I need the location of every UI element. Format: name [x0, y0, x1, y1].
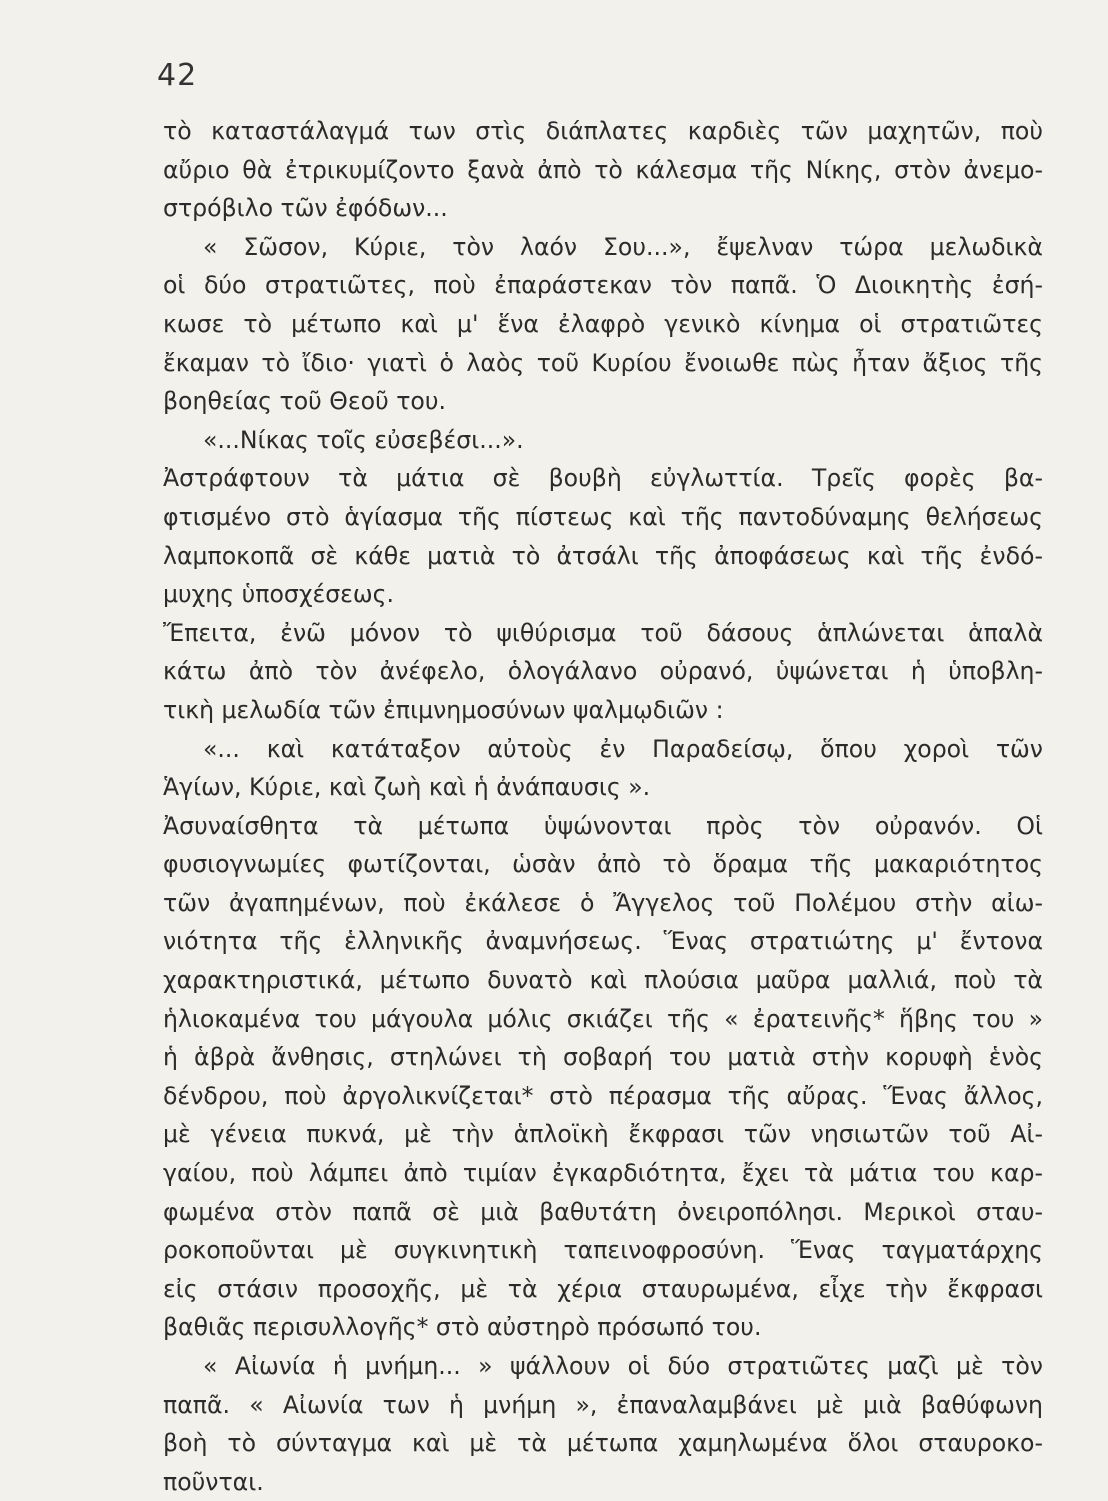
text-line: βαθιᾶς περισυλλογῆς* στὸ αὐστηρὸ πρόσωπό του. [163, 1313, 762, 1342]
text-line: νιότητα τῆς ἑλληνικῆς ἀναμνήσεως. Ἕνας στρατιώτης μ' ἔντονα [163, 927, 1043, 956]
body-text [163, 112, 1043, 1501]
text-line: ἡλιοκαμένα του μάγουλα μόλις σκιάζει τῆς « ἐρατεινῆς* ἥβης του » [163, 1004, 1043, 1033]
text-line: ροκοποῦνται μὲ συγκινητικὴ ταπεινοφροσύνη. Ἕνας ταγματάρχης [163, 1236, 1043, 1265]
text-line: μὲ γένεια πυκνά, μὲ τὴν ἁπλοϊκὴ ἔκφρασι τῶν νησιωτῶν τοῦ Αἰ- [163, 1120, 1043, 1149]
text-line: λαμποκοπᾶ σὲ κάθε ματιὰ τὸ ἀτσάλι τῆς ἀποφάσεως καὶ τῆς ἐνδό- [163, 541, 1043, 570]
text-line: στρόβιλο τῶν ἐφόδων... [163, 194, 448, 223]
text-line: τῶν ἀγαπημένων, ποὺ ἐκάλεσε ὁ Ἄγγελος τοῦ Πολέμου στὴν αἰω- [163, 888, 1043, 917]
text-line: κάτω ἀπὸ τὸν ἀνέφελο, ὁλογάλανο οὐρανό, ὑψώνεται ἡ ὑποβλη- [163, 657, 1043, 686]
text-line: «... καὶ κατάταξον αὐτοὺς ἐν Παραδείσῳ, ὅπου χοροὶ τῶν [203, 734, 1043, 763]
text-line: τικὴ μελωδία τῶν ἐπιμνημοσύνων ψαλμῳδιῶν : [163, 695, 724, 724]
text-line: Ἔπειτα, ἐνῶ μόνον τὸ ψιθύρισμα τοῦ δάσους ἁπλώνεται ἁπαλὰ [163, 618, 1043, 647]
page-number: 42 [157, 58, 198, 93]
text-line: χαρακτηριστικά, μέτωπο δυνατὸ καὶ πλούσια μαῦρα μαλλιά, ποὺ τὰ [163, 966, 1043, 995]
text-line: φτισμένο στὸ ἁγίασμα τῆς πίστεως καὶ τῆς παντοδύναμης θελήσεως [163, 502, 1043, 531]
text-line: φωμένα στὸν παπᾶ σὲ μιὰ βαθυτάτη ὀνειροπόλησι. Μερικοὶ σταυ- [163, 1197, 1043, 1226]
text-line: τὸ καταστάλαγμά των στὶς διάπλατες καρδιὲς τῶν μαχητῶν, ποὺ [163, 117, 1043, 145]
text-line: « Σῶσον, Κύριε, τὸν λαόν Σου...», ἔψελναν τώρα μελωδικὰ [203, 232, 1043, 261]
text-line: «...Νίκας τοῖς εὐσεβέσι...». [203, 425, 524, 454]
text-line: εἰς στάσιν προσοχῆς, μὲ τὰ χέρια σταυρωμένα, εἶχε τὴν ἔκφρασι [163, 1274, 1043, 1303]
text-line: ἡ ἁβρὰ ἄνθησις, στηλώνει τὴ σοβαρή του ματιὰ στὴν κορυφὴ ἑνὸς [163, 1043, 1043, 1072]
text-line: ποῦνται. [163, 1467, 264, 1496]
text-line: γαίου, ποὺ λάμπει ἀπὸ τιμίαν ἐγκαρδιότητα, ἔχει τὰ μάτια του καρ- [163, 1159, 1043, 1188]
text-line: μυχης ὑποσχέσεως. [163, 580, 395, 609]
text-line: δένδρου, ποὺ ἀργολικνίζεται* στὸ πέρασμα τῆς αὔρας. Ἕνας ἄλλος, [163, 1081, 1043, 1110]
text-line: Ἀσυναίσθητα τὰ μέτωπα ὑψώνονται πρὸς τὸν οὐρανόν. Οἱ [163, 811, 1043, 840]
text-line: παπᾶ. « Αἰωνία των ἡ μνήμη », ἐπαναλαμβάνει μὲ μιὰ βαθύφωνη [163, 1390, 1043, 1419]
text-line: φυσιογνωμίες φωτίζονται, ὡσὰν ἀπὸ τὸ ὅραμα τῆς μακαριότητος [163, 850, 1043, 879]
text-line: Ἁγίων, Κύριε, καὶ ζωὴ καὶ ἡ ἀνάπαυσις ». [163, 773, 651, 802]
text-line: κωσε τὸ μέτωπο καὶ μ' ἕνα ἐλαφρὸ γενικὸ κίνημα οἱ στρατιῶτες [163, 309, 1043, 338]
text-line: αὔριο θὰ ἐτρικυμίζοντο ξανὰ ἀπὸ τὸ κάλεσμα τῆς Νίκης, στὸν ἀνεμο- [163, 155, 1043, 184]
text-line: οἱ δύο στρατιῶτες, ποὺ ἐπαράστεκαν τὸν παπᾶ. Ὁ Διοικητὴς ἐσή- [163, 271, 1043, 300]
text-line: « Αἰωνία ἡ μνήμη... » ψάλλουν οἱ δύο στρατιῶτες μαζὶ μὲ τὸν [203, 1352, 1043, 1380]
text-line: Ἀστράφτουν τὰ μάτια σὲ βουβὴ εὐγλωττία. Τρεῖς φορὲς βα- [163, 464, 1043, 493]
text-line: βοηθείας τοῦ Θεοῦ του. [163, 387, 447, 416]
text-line: ἔκαμαν τὸ ἴδιο· γιατὶ ὁ λαὸς τοῦ Κυρίου ἔνοιωθε πὼς ἦταν ἄξιος τῆς [163, 348, 1043, 377]
text-line: βοὴ τὸ σύνταγμα καὶ μὲ τὰ μέτωπα χαμηλωμένα ὅλοι σταυροκο- [163, 1429, 1043, 1458]
